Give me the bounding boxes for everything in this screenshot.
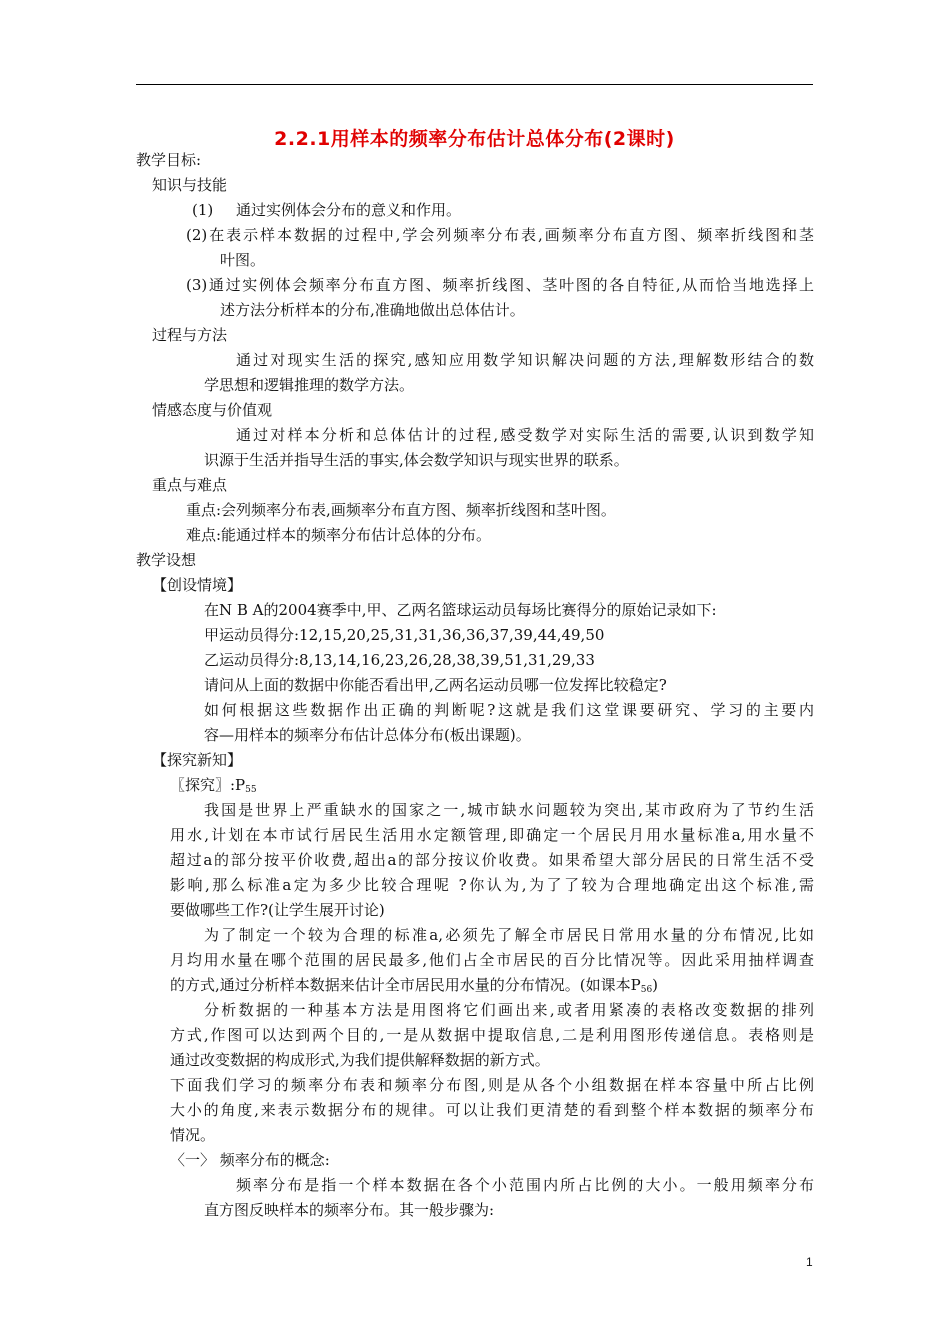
followup-line-1: 下面我们学习的频率分布表和频率分布图,则是从各个小组数据在样本容量中所占比例 xyxy=(170,1076,814,1094)
difficult-point: 难点:能通过样本的频率分布估计总体的分布。 xyxy=(186,526,492,544)
scores-player-a: 甲运动员得分:12,15,20,25,31,31,36,36,37,39,44,49,50 xyxy=(204,626,605,644)
page-title: 2.2.1用样本的频率分布估计总体分布(2课时) xyxy=(274,128,675,150)
definition-line-2: 直方图反映样本的频率分布。其一般步骤为: xyxy=(204,1201,495,1219)
process-line-1: 通过对现实生活的探究,感知应用数学知识解决问题的方法,理解数形结合的数 xyxy=(236,351,814,369)
goal-3-line-2: 述方法分析样本的分布,准确地做出总体估计。 xyxy=(220,301,525,319)
sampling-line-3: 的方式,通过分析样本数据来估计全市居民用水量的分布情况。(如课本$P_{56}$) xyxy=(170,976,659,995)
water-line-2: 用水,计划在本市试行居民生活用水定额管理,即确定一个居民月用水量标准a,用水量不 xyxy=(170,826,814,844)
water-line-1: 我国是世界上严重缺水的国家之一,城市缺水问题较为突出,某市政府为了节约生活 xyxy=(204,801,814,819)
goal-1-text: 通过实例体会分布的意义和作用。 xyxy=(236,201,462,219)
followup-line-3: 情况。 xyxy=(170,1126,216,1144)
key-point: 重点:会列频率分布表,画频率分布直方图、频率折线图和茎叶图。 xyxy=(186,501,616,519)
emotion-line-2: 识源于生活并指导生活的事实,体会数学知识与现实世界的联系。 xyxy=(204,451,629,469)
water-line-4: 影响,那么标准a定为多少比较合理呢 ?你认为,为了了较为合理地确定出这个标准,需 xyxy=(170,876,814,894)
goal-2-line-1: (2)在表示样本数据的过程中,学会列频率分布表,画频率分布直方图、频率折线图和茎 xyxy=(186,226,814,244)
emotion-line-1: 通过对样本分析和总体估计的过程,感受数学对实际生活的需要,认识到数学知 xyxy=(236,426,814,444)
goal-3-line-1: (3)通过实例体会频率分布直方图、频率折线图、茎叶图的各自特征,从而恰当地选择上 xyxy=(186,276,814,294)
analysis-line-3: 通过改变数据的构成形式,为我们提供解释数据的新方式。 xyxy=(170,1051,550,1069)
header-rule xyxy=(136,84,813,85)
scenario-lead-line-1: 如何根据这些数据作出正确的判断呢?这就是我们这堂课要研究、学习的主要内 xyxy=(204,701,814,719)
page-number: 1 xyxy=(806,1255,813,1269)
scores-player-b: 乙运动员得分:8,13,14,16,23,26,28,38,39,51,31,29,33 xyxy=(204,651,595,669)
explore-reference: 〖探究〗$:P_{55}$ xyxy=(170,776,257,795)
sampling-line-2: 月均用水量在哪个范围的居民最多,他们占全市居民的百分比情况等。因此采用抽样调查 xyxy=(170,951,814,969)
sampling-line-1: 为了制定一个较为合理的标准a,必须先了解全市居民日常用水量的分布情况,比如 xyxy=(204,926,814,944)
heading-teaching-goals: 教学目标: xyxy=(136,151,202,169)
scenario-lead-line-2: 容—用样本的频率分布估计总体分布(板出课题)。 xyxy=(204,726,531,744)
subheading-key-points: 重点与难点 xyxy=(152,476,228,494)
scenario-question: 请问从上面的数据中你能否看出甲,乙两名运动员哪一位发挥比较稳定? xyxy=(204,676,667,694)
followup-line-2: 大小的角度,来表示数据分布的规律。可以让我们更清楚的看到整个样本数据的频率分布 xyxy=(170,1101,814,1119)
subheading-knowledge: 知识与技能 xyxy=(152,176,228,194)
process-line-2: 学思想和逻辑推理的数学方法。 xyxy=(204,376,415,394)
heading-design: 教学设想 xyxy=(136,551,197,569)
analysis-line-1: 分析数据的一种基本方法是用图将它们画出来,或者用紧凑的表格改变数据的排列 xyxy=(204,1001,814,1019)
heading-frequency-concept: 〈一〉 频率分布的概念: xyxy=(170,1151,330,1169)
subheading-process: 过程与方法 xyxy=(152,326,228,344)
water-line-5: 要做哪些工作?(让学生展开讨论) xyxy=(170,901,385,919)
subheading-emotion: 情感态度与价值观 xyxy=(152,401,273,419)
definition-line-1: 频率分布是指一个样本数据在各个小范围内所占比例的大小。一般用频率分布 xyxy=(236,1176,814,1194)
goal-2-line-2: 叶图。 xyxy=(220,251,266,269)
analysis-line-2: 方式,作图可以达到两个目的,一是从数据中提取信息,二是利用图形传递信息。表格则是 xyxy=(170,1026,814,1044)
scenario-intro: 在N B A的2004赛季中,甲、乙两名篮球运动员每场比赛得分的原始记录如下: xyxy=(204,601,717,619)
heading-explore: 【探究新知】 xyxy=(152,751,243,769)
goal-1-number: (1) xyxy=(192,201,214,219)
heading-create-scenario: 【创设情境】 xyxy=(152,576,243,594)
water-line-3: 超过a的部分按平价收费,超出a的部分按议价收费。如果希望大部分居民的日常生活不受 xyxy=(170,851,814,869)
